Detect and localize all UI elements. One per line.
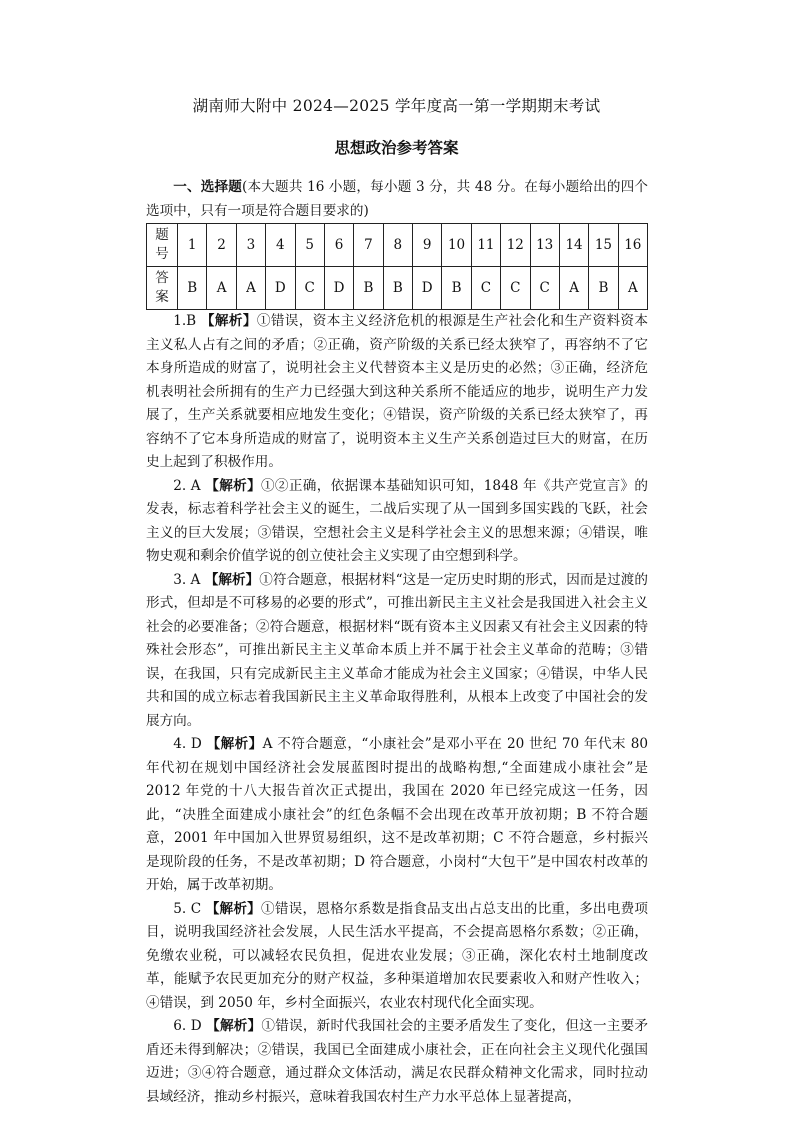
explanation-tag: 【解析】: [206, 736, 263, 752]
question-number: 16: [618, 224, 647, 267]
explanation-5: [146, 898, 648, 1016]
explanation-tag: 【解析】: [205, 900, 262, 917]
answer-cell: A: [207, 267, 236, 310]
number-row-header: 题 号: [147, 224, 178, 267]
question-number: 8: [383, 224, 412, 267]
question-number: 12: [501, 224, 530, 267]
question-number: 10: [442, 224, 471, 267]
explanation-text: ①错误，新时代我国社会的主要矛盾发生了变化，但这一主要矛盾还未得到解决；②错误，我国已全面建成小康社会，正在向社会主义现代化强国迈进；③④符合题意，通过群众文体活动，满足农民群众精神文化需求，同时拉动县域经济，推动乡村振兴，意味着我国农村生产力水平总体上显著提高，: [146, 1018, 649, 1105]
explanation-text: ①错误，恩格尔系数是指食品支出占总支出的比重，多出电费项目，说明我国经济社会发展，人民生活水平提高，不会提高恩格尔系数；②正确，免缴农业税，可以减轻农民负担，促进农业发展；③正确，深化农村土地制度改革，能赋予农民更加充分的财产权益，多种渠道增加农民要素收入和财产性收入；④错误，到 2050 年，乡村全面振兴，农业农村现代化全面实现。: [146, 900, 649, 1011]
answer-cell: C: [471, 267, 500, 310]
answer-cell: A: [618, 267, 647, 310]
answer-row-header: 答 案: [147, 267, 178, 310]
explanation-2: [146, 475, 648, 569]
question-number: 15: [589, 224, 618, 267]
explanation-number: 3. A: [173, 571, 201, 588]
explanation-number: 1.B: [173, 313, 197, 329]
explanation-tag: 【解析】: [200, 313, 257, 329]
explanation-1: [146, 310, 648, 475]
question-number: 9: [413, 224, 442, 267]
explanation-4: [146, 733, 648, 898]
answer-cell: C: [295, 267, 324, 310]
explanation-text: ①符合题意，根据材料“这是一定历史时期的形式，因而是过渡的形式，但却是不可移易的必要的形式”，可推出新民主主义社会是我国进入社会主义社会的必要准备；②符合题意，根据材料“既有资本主义因素又有社会主义因素的特殊社会形态”，可推出新民主主义革命本质上并不属于社会主义革命的范畴；③错误，在我国，只有完成新民主主义革命才能成为社会主义国家；④错误，中华人民共和国的成立标志着我国新民主主义革命取得胜利，从根本上改变了中国社会的发展方向。: [146, 571, 649, 729]
page-subtitle: 思想政治参考答案: [334, 139, 459, 157]
answer-cell: D: [266, 267, 295, 310]
answer-cell: B: [178, 267, 207, 310]
answer-cell: B: [354, 267, 383, 310]
question-number: 5: [295, 224, 324, 267]
explanation-6: [146, 1015, 648, 1109]
answer-cell: D: [413, 267, 442, 310]
answer-cell: D: [324, 267, 353, 310]
question-number: 6: [324, 224, 353, 267]
answer-table: [146, 223, 648, 310]
question-number: 13: [530, 224, 559, 267]
answer-cell: A: [236, 267, 265, 310]
explanation-number: 6. D: [173, 1018, 202, 1034]
answer-cell: A: [559, 267, 588, 310]
section-instructions: (本大题共 16 小题，每小题 3 分，共 48 分。在每小题给出的四个选项中，只有一项是符合题目要求的): [146, 179, 648, 219]
explanation-3: [146, 569, 648, 734]
question-number: 2: [207, 224, 236, 267]
explanation-tag: 【解析】: [204, 571, 260, 588]
page-title: 湖南师大附中 2024—2025 学年度高一第一学期期末考试: [192, 97, 601, 115]
explanation-tag: 【解析】: [206, 1018, 262, 1034]
explanation-text: ①②正确，依据课本基础知识可知，1848 年《共产党宣言》的发表，标志着科学社会主义的诞生，二战后实现了从一国到多国实践的飞跃，社会主义的巨大发展；③错误，空想社会主义是科学社会主义的思想来源；④错误，唯物史观和剩余价值学说的创立使社会主义实现了由空想到科学。: [146, 477, 649, 564]
question-number: 7: [354, 224, 383, 267]
content-body: [146, 176, 648, 1109]
explanation-tag: 【解析】: [205, 477, 261, 494]
question-number: 14: [559, 224, 588, 267]
explanation-text: ①错误，资本主义经济危机的根源是生产社会化和生产资料资本主义私人占有之间的矛盾；②正确，资产阶级的关系已经太狭窄了，再容纳不了它本身所造成的财富了，说明社会主义代替资本主义是历史的必然；③正确，经济危机表明社会所拥有的生产力已经强大到这种关系所不能适应的地步，说明生产力发展了，生产关系就要相应地发生变化；④错误，资产阶级的关系已经太狭窄了，再容纳不了它本身所造成的财富了，说明资本主义生产关系创造过巨大的财富，在历史上起到了积极作用。: [146, 313, 649, 470]
answer-cell: C: [501, 267, 530, 310]
explanation-number: 2. A: [173, 477, 201, 494]
section-heading: 一、选择题: [173, 179, 243, 195]
explanations: [146, 310, 648, 1109]
question-number: 11: [471, 224, 500, 267]
answer-cell: B: [589, 267, 618, 310]
answer-cell: B: [442, 267, 471, 310]
answer-cell: B: [383, 267, 412, 310]
question-number: 1: [178, 224, 207, 267]
section-intro: [146, 176, 648, 223]
explanation-number: 4. D: [173, 736, 202, 752]
question-number: 3: [236, 224, 265, 267]
explanation-text: A 不符合题意，“小康社会”是邓小平在 20 世纪 70 年代末 80 年代初在规划中国经济社会发展蓝图时提出的战略构想,“全面建成小康社会”是 2012 年党的十八大报告首次正式提出，我国在 2020 年已经完成这一任务，因此，“决胜全面建成小康社会”的红色条幅不会出现在改革开放初期；B 不符合题意，2001 年中国加入世界贸易组织，这不是改革初期；C 不符合题意，乡村振兴是现阶段的任务，不是改革初期；D 符合题意，小岗村“大包干”是中国农村改革的开始，属于改革初期。: [146, 736, 648, 893]
answer-row: [147, 267, 648, 310]
question-number: 4: [266, 224, 295, 267]
number-row: [147, 224, 648, 267]
explanation-number: 5. C: [173, 900, 202, 917]
answer-cell: C: [530, 267, 559, 310]
